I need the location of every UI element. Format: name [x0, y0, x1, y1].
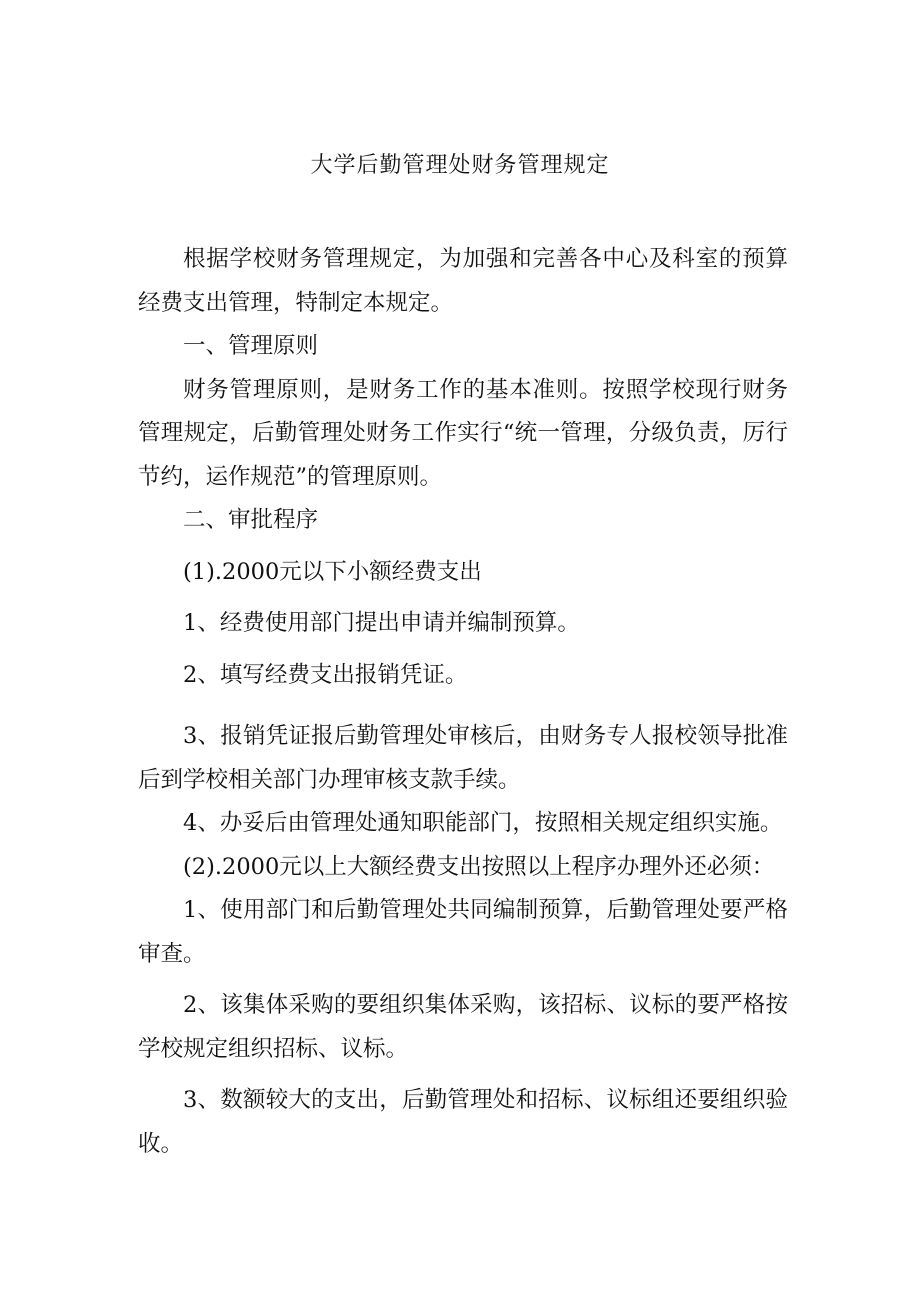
list-item: 2、该集体采购的要组织集体采购，该招标、议标的要严格按学校规定组织招标、议标。	[138, 992, 788, 1062]
paragraph-principles: 财务管理原则，是财务工作的基本准则。按照学校现行财务管理规定，后勤管理处财务工作实行“统一管理，分级负责，厉行节约，运作规范”的管理原则。	[138, 376, 788, 490]
list-item: 3、数额较大的支出，后勤管理处和招标、议标组还要组织验收。	[138, 1087, 788, 1157]
list-item: 4、办妥后由管理处通知职能部门，按照相关规定组织实施。	[183, 810, 783, 836]
list-item: 3、报销凭证报后勤管理处审核后，由财务专人报校领导批准后到学校相关部门办理审核支款手续。	[138, 723, 788, 793]
paragraph-intro: 根据学校财务管理规定，为加强和完善各中心及科室的预算经费支出管理，特制定本规定。	[138, 246, 788, 316]
subsection-large-expense: (2).2000元以上大额经费支出按照以上程序办理外还必须：	[183, 853, 775, 880]
list-item: 1、使用部门和后勤管理处共同编制预算，后勤管理处要严格审查。	[138, 897, 788, 967]
subsection-small-expense: (1).2000元以下小额经费支出	[183, 558, 482, 585]
list-item: 1、经费使用部门提出申请并编制预算。	[183, 610, 580, 636]
section-heading-principles: 一、管理原则	[183, 333, 319, 359]
document-body	[138, 238, 788, 1166]
section-heading-approval: 二、审批程序	[183, 507, 319, 533]
list-item: 2、填写经费支出报销凭证。	[183, 661, 468, 688]
document-title: 大学后勤管理处财务管理规定	[310, 153, 610, 178]
